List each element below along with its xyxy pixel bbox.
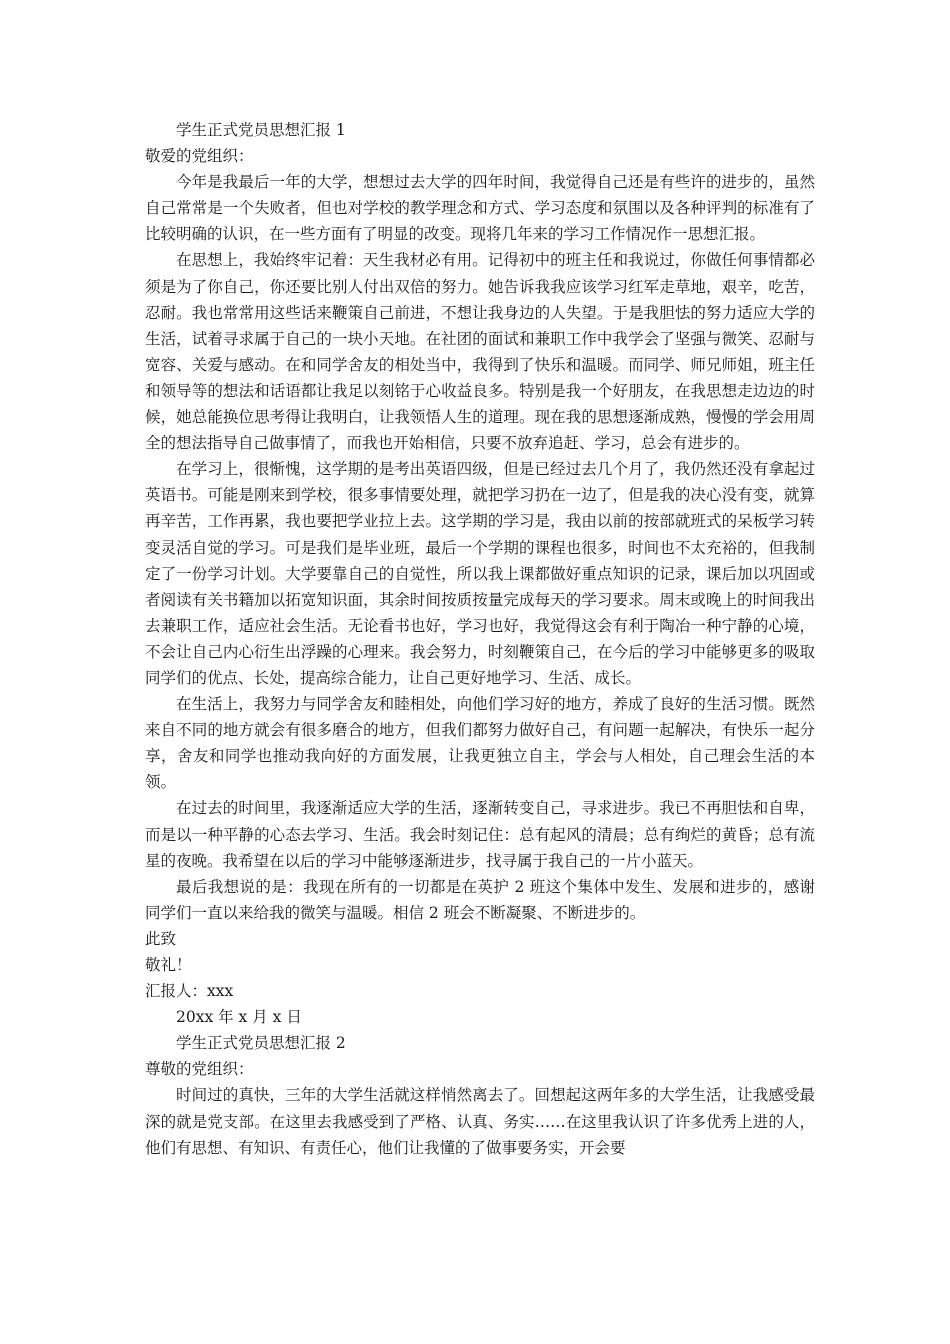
report1-title: 学生正式党员思想汇报 1 (176, 121, 346, 139)
report2-title: 学生正式党员思想汇报 2 (176, 1034, 346, 1053)
report1-paragraph-2: 在思想上，我始终牢记着：天生我材必有用。记得初中的班主任和我说过，你做任何事情都必须是为了你自己，你还要比别人付出双倍的努力。她告诉我我应该学习红军走草地，艰辛，吃苦，忍耐。我也常常用这些话来鞭策自己前进，不想让我身边的人失望。于是我胆怯的努力适应大学的生活，试着寻求属于自己的一块小天地。在社团的面试和兼职工作中我学会了坚强与微笑、忍耐与宽容、关爱与感动。在和同学舍友的相处当中，我得到了快乐和温暖。而同学、师兄师姐，班主任和领导等的想法和话语都让我足以刻铭于心收益良多。特别是我一个好朋友，在我思想走边边的时候，她总能换位思考得让我明白，让我领悟人生的道理。现在我的思想逐渐成熟，慢慢的学会用周全的想法指导自己做事情了，而我也开始相信，只要不放弃追赶、学习，总会有进步的。 (145, 251, 815, 453)
report1-paragraph-1: 今年是我最后一年的大学，想想过去大学的四年时间，我觉得自己还是有些许的进步的，虽然自己常常是一个失败者，但也对学校的教学理念和方式、学习态度和氛围以及各种评判的标准有了比较明确的认识，在一些方面有了明显的改变。现将几年来的学习工作情况作一思想汇报。 (145, 173, 815, 244)
report1-date: 20xx 年 x 月 x 日 (176, 1008, 302, 1027)
report2-paragraph-1: 时间过的真快，三年的大学生活就这样悄然离去了。回想起这两年多的大学生活，让我感受最深的就是党支部。在这里去我感受到了严格、认真、务实……在这里我认识了许多优秀上进的人，他们有思想、有知识、有责任心，他们让我懂的了做事要务实，开会要 (145, 1086, 815, 1157)
report1-closing: 此致 (145, 929, 177, 948)
report1-paragraph-5: 在过去的时间里，我逐渐适应大学的生活，逐渐转变自己，寻求进步。我已不再胆怯和自卑，而是以一种平静的心态去学习、生活。我会时刻记住：总有起风的清晨；总有绚烂的黄昏；总有流星的夜晚。我希望在以后的学习中能够逐渐进步，找寻属于我自己的一片小蓝天。 (145, 799, 815, 870)
report1-signer: 汇报人：xxx (145, 982, 234, 1001)
report2-salutation: 尊敬的党组织： (145, 1060, 254, 1079)
document-page (145, 117, 815, 1161)
report1-paragraph-4: 在生活上，我努力与同学舍友和睦相处，向他们学习好的地方，养成了良好的生活习惯。既然来自不同的地方就会有很多磨合的地方，但我们都努力做好自己，有问题一起解决，有快乐一起分享，舍友和同学也推动我向好的方面发展，让我更独立自主，学会与人相处，自己理会生活的本领。 (145, 695, 815, 792)
report1-paragraph-3: 在学习上，很惭愧，这学期的是考出英语四级，但是已经过去几个月了，我仍然还没有拿起过英语书。可能是刚来到学校，很多事情要处理，就把学习扔在一边了，但是我的决心没有变，就算再辛苦，工作再累，我也要把学业拉上去。这学期的学习是，我由以前的按部就班式的呆板学习转变灵活自觉的学习。可是我们是毕业班，最后一个学期的课程也很多，时间也不太充裕的，但我制定了一份学习计划。大学要靠自己的自觉性，所以我上课都做好重点知识的记录，课后加以巩固或者阅读有关书籍加以拓宽知识面，其余时间按质按量完成每天的学习要求。周末或晚上的时间我出去兼职工作，适应社会生活。无论看书也好，学习也好，我觉得这会有利于陶冶一种宁静的心境，不会让自己内心衍生出浮躁的心理来。我会努力，时刻鞭策自己，在今后的学习中能够更多的吸取同学们的优点、长处，提高综合能力，让自己更好地学习、生活、成长。 (145, 460, 815, 687)
report1-regards: 敬礼！ (145, 956, 192, 974)
report1-salutation: 敬爱的党组织： (145, 147, 254, 166)
report1-paragraph-6: 最后我想说的是：我现在所有的一切都是在英护 2 班这个集体中发生、发展和进步的，感谢同学们一直以来给我的微笑与温暖。相信 2 班会不断凝聚、不断进步的。 (145, 877, 815, 922)
